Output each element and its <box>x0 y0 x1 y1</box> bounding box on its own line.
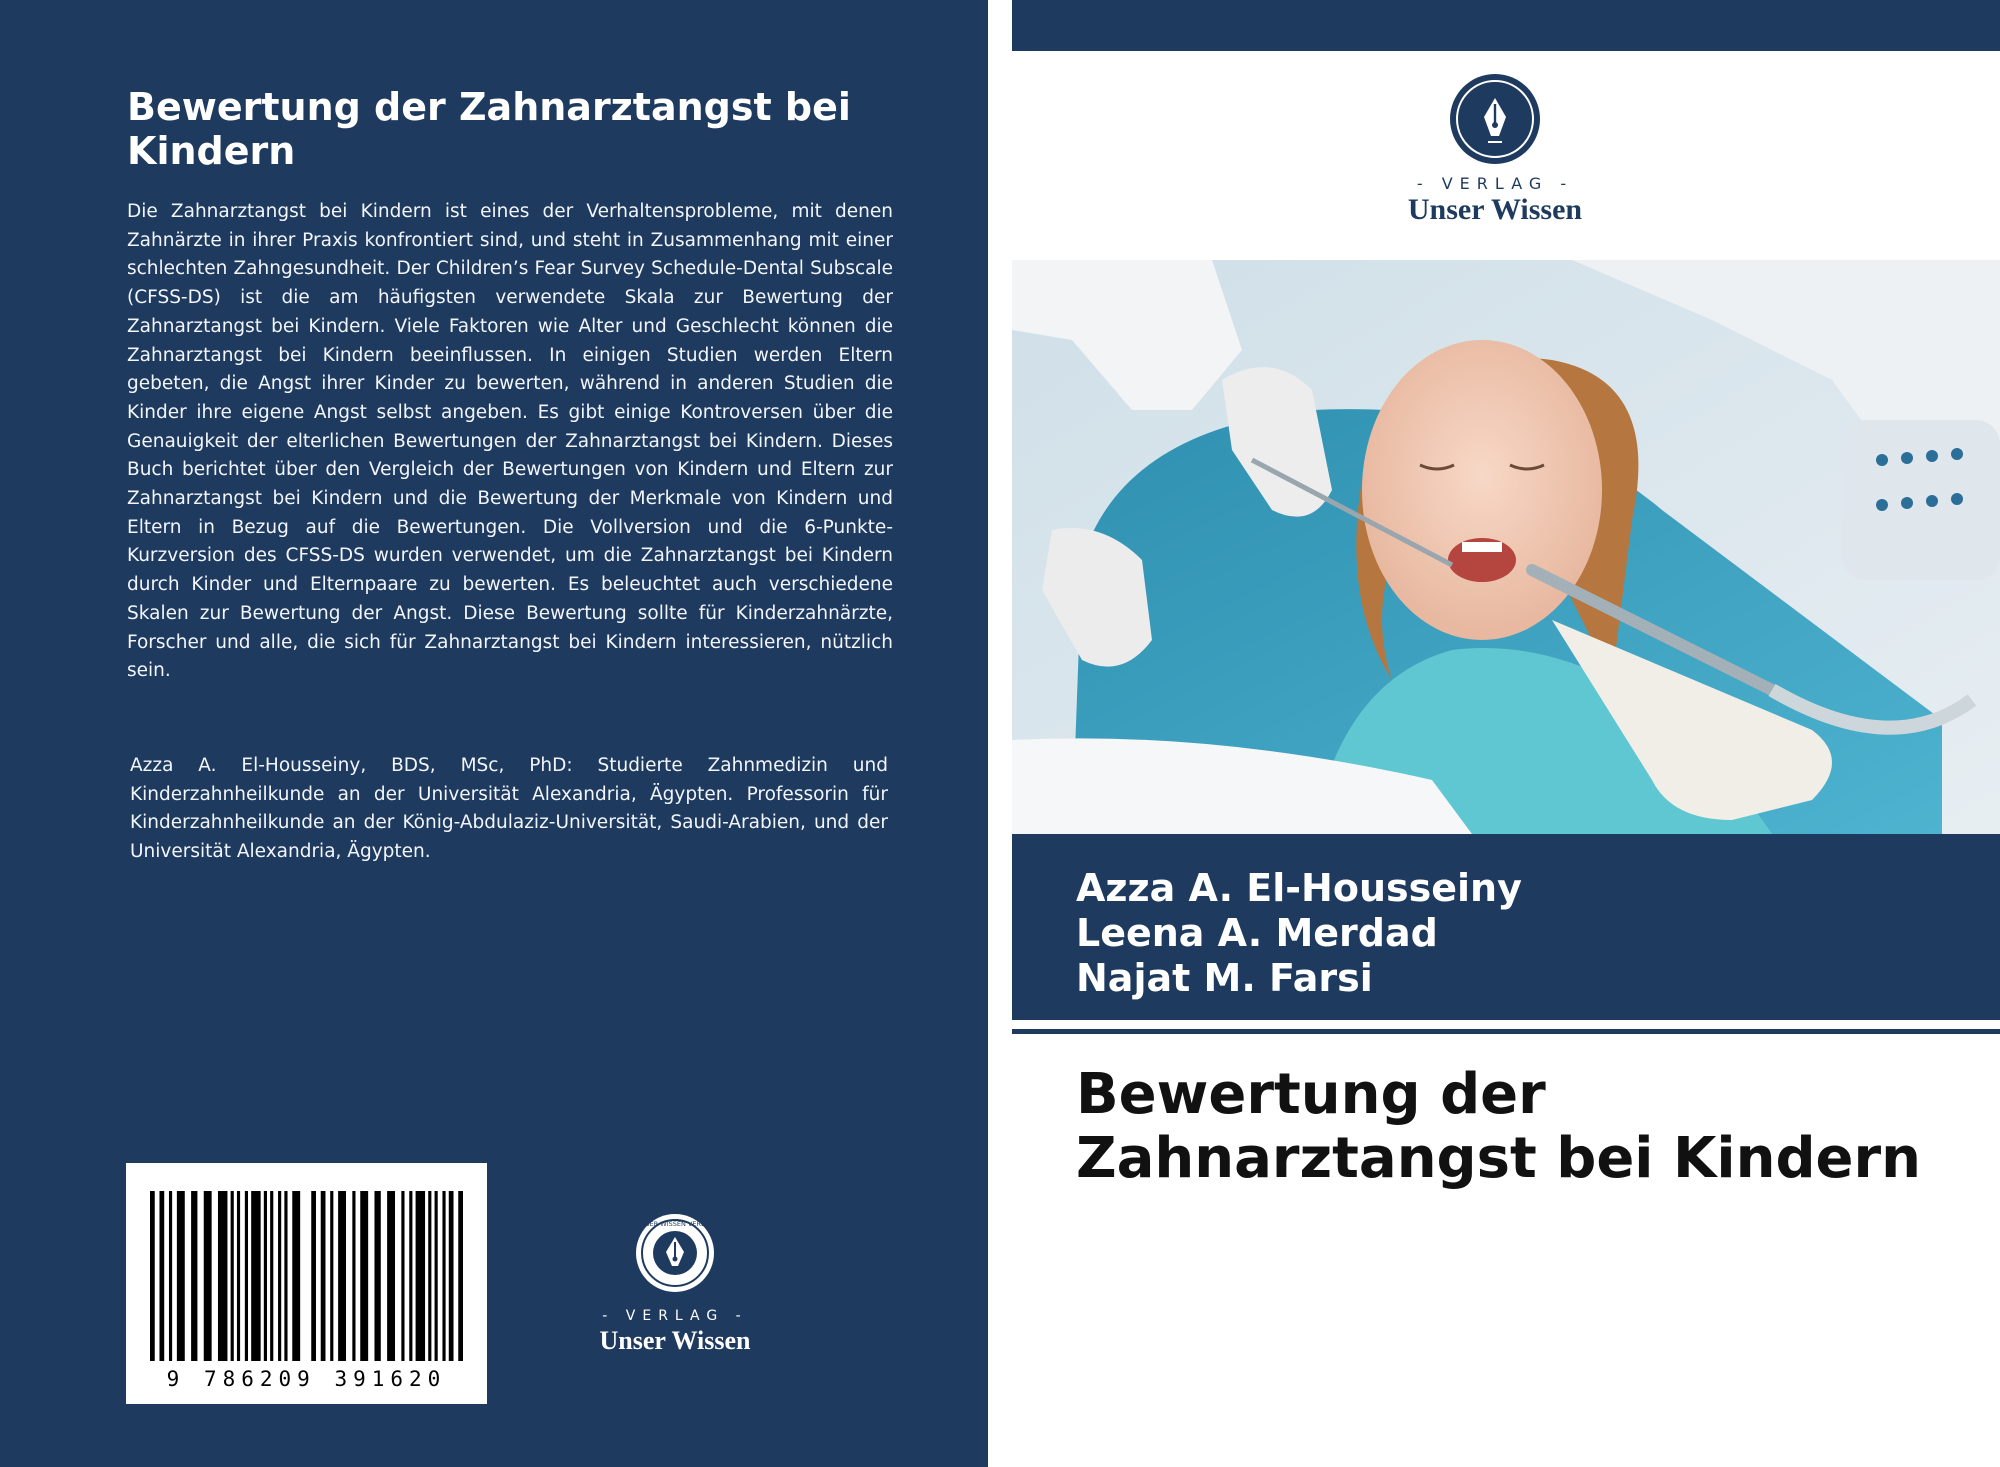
barcode-bar <box>218 1191 227 1361</box>
logo-publisher-name: Unser Wissen <box>599 1326 751 1355</box>
barcode-bar <box>435 1191 438 1361</box>
barcode-bar <box>169 1191 172 1361</box>
barcode-bar <box>150 1191 155 1361</box>
front-top-bar <box>1012 0 2000 51</box>
barcode-bar <box>321 1191 326 1361</box>
barcode-bar <box>401 1191 404 1361</box>
logo-ring-text: UNSER WISSEN VERLAG <box>635 1220 715 1228</box>
author-name: Najat M. Farsi <box>1076 956 1373 1000</box>
author-bio: Azza A. El-Housseiny, BDS, MSc, PhD: Studierte Zahnmedizin und Kinderzahnheilkunde an der Universität Alexandria, Ägypten. Professorin für Kinderzahnheilkunde an der König-Abdulaziz-Universität, Saudi-Arabien, und der Universität Alexandria, Ägypten. <box>130 755 888 863</box>
barcode-bar <box>231 1191 234 1361</box>
barcode-bar <box>330 1191 333 1361</box>
barcode-bar <box>177 1191 185 1361</box>
barcode-bar <box>264 1191 267 1361</box>
barcode-bar <box>270 1191 273 1361</box>
barcode-bar <box>284 1191 287 1361</box>
barcode-bar <box>449 1191 454 1361</box>
barcode-bar <box>428 1191 431 1361</box>
pen-nib-icon <box>634 1212 716 1294</box>
front-divider <box>1012 1029 2000 1034</box>
barcode-bar <box>360 1191 368 1361</box>
barcode-bar <box>416 1191 425 1361</box>
back-cover-blurb: Die Zahnarztangst bei Kindern ist eines der Verhaltensprobleme, mit denen Zahnärzte in ihrer Praxis konfrontiert sind, und steht in Zusammenhang mit einer schlechten Zahngesundheit. Der Children’s Fear Survey Schedule-Dental Subscale (CFSS-DS) ist die am häufigsten verwendete Skala zur Bewertung der Zahnarztangst bei Kindern. Viele Faktoren wie Alter und Geschlecht können die Zahnarztangst bei Kindern beeinflussen. In einigen Studien werden Eltern gebeten, die Angst ihrer Kinder zu bewerten, während in anderen Studien die Kinder ihre eigene Angst selbst angeben. Es gibt einige Kontroversen über die Genauigkeit der elterlichen Bewertungen der Zahnarztangst bei Kindern. Dieses Buch berichtet über den Vergleich der Bewertungen von Kindern und Eltern zur Zahnarztangst bei Kindern und die Bewertung der Merkmale von Kindern und Eltern in Bezug auf die Bewertungen. Die Vollversion und die 6-Punkte-Kurzversion des CFSS-DS wurden verwendet, um die Zahnarztangst bei Kindern durch Kinder und Elternpaare zu bewerten. Es beleuchtet auch verschiedene Skalen zur Bewertung der Angst. Diese Bewertung sollte für Kinderzahnärzte, Forscher und alle, die sich für Zahnarztangst bei Kindern interessieren, nützlich sein. <box>127 201 893 682</box>
barcode-bar <box>311 1191 316 1361</box>
isbn-barcode <box>126 1163 487 1404</box>
barcode-bar <box>292 1191 300 1361</box>
barcode-bar <box>338 1191 346 1361</box>
author-name: Leena A. Merdad <box>1076 911 1438 955</box>
publisher-logo-back <box>570 1212 780 1355</box>
cover-photo <box>1012 260 2000 834</box>
authors-band <box>1012 834 2000 1020</box>
barcode-bar <box>204 1191 212 1361</box>
back-cover-title: Bewertung der Zahnarztangst bei Kindern <box>127 85 851 173</box>
logo-verlag-text: - VERLAG - <box>1416 174 1574 193</box>
publisher-logo-front <box>1390 72 1600 226</box>
barcode-bar <box>352 1191 355 1361</box>
pen-nib-icon <box>1448 72 1542 166</box>
back-cover <box>0 0 988 1467</box>
child-dental-exam-photo <box>1012 260 2000 834</box>
logo-publisher-name: Unser Wissen <box>1407 193 1583 226</box>
front-cover-title: Bewertung der Zahnarztangst bei Kindern <box>1076 1062 1922 1191</box>
author-name: Azza A. El-Housseiny <box>1076 866 1522 910</box>
barcode-bar <box>387 1191 395 1361</box>
barcode-bar <box>278 1191 281 1361</box>
barcode-bar <box>191 1191 197 1361</box>
barcode-bar <box>237 1191 240 1361</box>
barcode-bar <box>251 1191 260 1361</box>
barcode-bar <box>159 1191 164 1361</box>
barcode-bar <box>245 1191 248 1361</box>
barcode-bar <box>374 1191 380 1361</box>
logo-verlag-text: - VERLAG - <box>602 1308 748 1324</box>
barcode-bar <box>442 1191 445 1361</box>
isbn-digits: 9 786209 391620 <box>166 1367 447 1391</box>
barcode-bar <box>458 1191 463 1361</box>
barcode-bar <box>409 1191 412 1361</box>
